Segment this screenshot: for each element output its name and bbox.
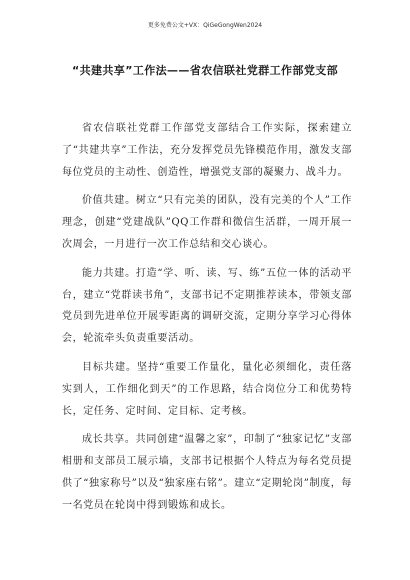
document-body bbox=[62, 118, 352, 524]
paragraph-goal-building: 目标共建。坚持“重要工作量化，量化必须细化，责任落实到人，工作细化到天”的工作思路，结合岗位分工和优势特长，定任务、定时间、定目标、定考核。 bbox=[62, 361, 352, 417]
paragraph-ability-building: 能力共建。打造“学、听、读、写、练”五位一体的活动平台，建立“党群读书角”，支部书记不定期推荐读本，带领支部党员到先进单位开展零距离的调研交流，定期分享学习心得体会，轮流牵头负责重要活动。 bbox=[62, 267, 352, 345]
paragraph-growth-sharing: 成长共享。共同创建“温馨之家”，印制了“独家记忆”支部相册和支部员工展示墙，支部书记根据个人特点为每名党员提供了“独家称号”以及“独家座右铭”。建立“定期轮岗”制度，每一名党员在轮岗中得到锻炼和成长。 bbox=[62, 434, 352, 511]
document-title: “共建共享”工作法——省农信联社党群工作部党支部 bbox=[71, 64, 339, 77]
paragraph-intro: 省农信联社党群工作部党支部结合工作实际，探索建立了“共建共享”工作法，充分发挥党员先锋模范作用，激发支部每位党员的主动性、创造性，增强党支部的凝聚力、战斗力。 bbox=[62, 123, 352, 178]
header-note: 更多免费公文+VX：QiGeGongWen2024 bbox=[147, 22, 263, 29]
paragraph-value-building: 价值共建。树立“只有完美的团队，没有完美的个人”工作理念，创建“党建战队”QQ工作群和微信生活群，一周开展一次周会，一月进行一次工作总结和交心谈心。 bbox=[62, 195, 352, 250]
